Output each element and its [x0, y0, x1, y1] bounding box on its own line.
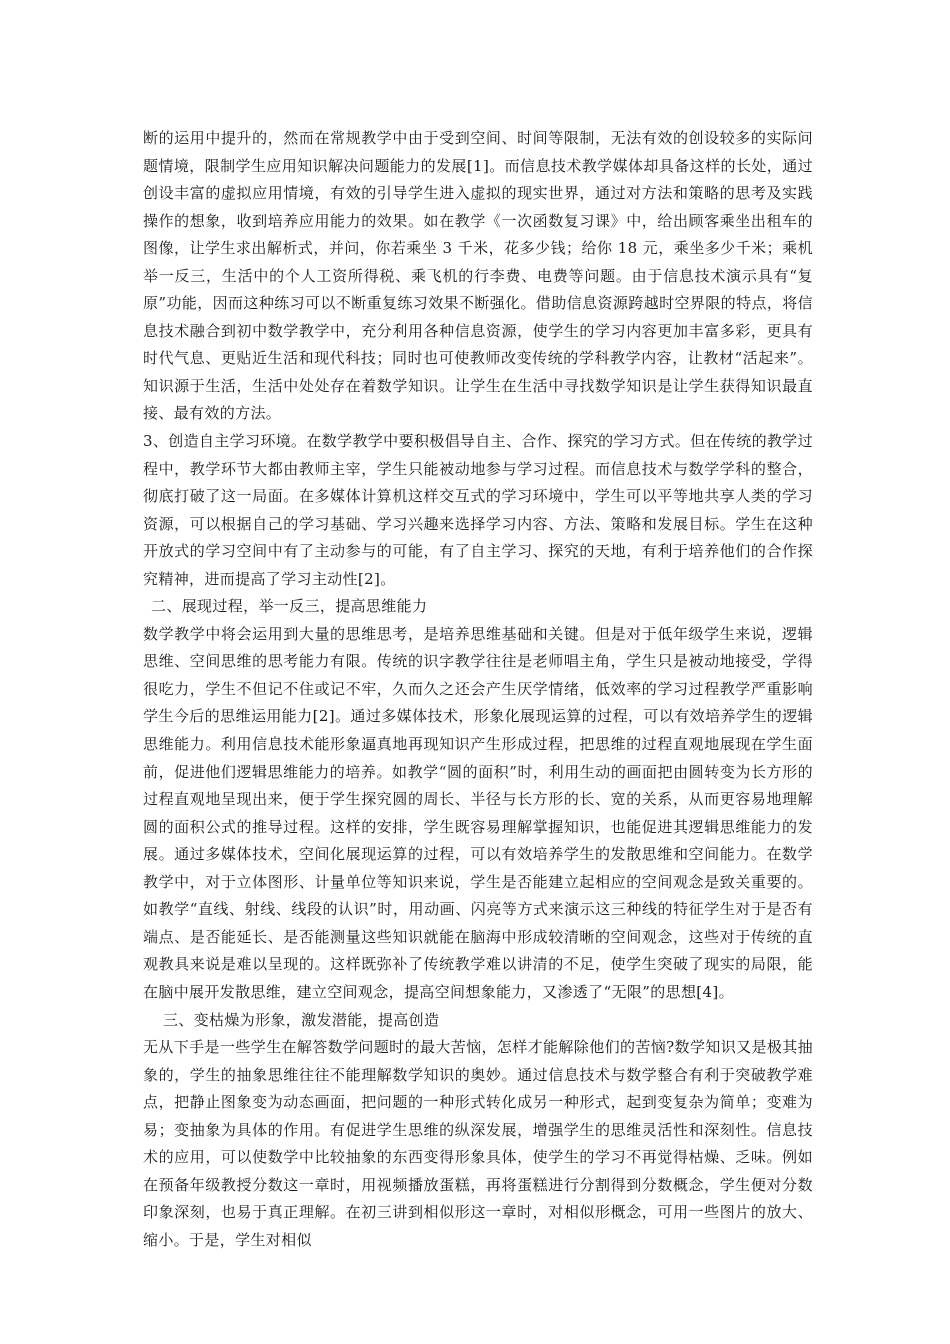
- section-heading-2: 二、展现过程，举一反三，提高思维能力: [151, 597, 428, 616]
- body-paragraph-4: 无从下手是一些学生在解答数学问题时的最大苦恼，怎样才能解除他们的苦恼?数学知识又是极其抽象的，学生的抽象思维往往不能理解数学知识的奥妙。通过信息技术与数学整合有利于突破教学难点，把静止图象变为动态画面，把问题的一种形式转化成另一种形式，起到变复杂为简单；变难为易；变抽象为具体的作用。有促进学生思维的纵深发展，增强学生的思维灵活性和深刻性。信息技术的应用，可以使数学中比较抽象的东西变得形象具体，使学生的学习不再觉得枯燥、乏味。例如在预备年级教授分数这一章时，用视频播放蛋糕，再将蛋糕进行分割得到分数概念，学生便对分数印象深刻，也易于真正理解。在初三讲到相似形这一章时，对相似形概念，可用一些图片的放大、缩小。于是，学生对相似: [143, 1038, 813, 1249]
- document-page: [143, 125, 813, 1254]
- body-paragraph-3: 数学教学中将会运用到大量的思维思考，是培养思维基础和关键。但是对于低年级学生来说，逻辑思维、空间思维的思考能力有限。传统的识字教学往往是老师唱主角，学生只是被动地接受，学得很吃力，学生不但记不住或记不牢，久而久之还会产生厌学情绪，低效率的学习过程教学严重影响学生今后的思维运用能力[2]。通过多媒体技术，形象化展现运算的过程，可以有效培养学生的逻辑思维能力。利用信息技术能形象逼真地再现知识产生形成过程，把思维的过程直观地展现在学生面前，促进他们逻辑思维能力的培养。如教学“圆的面积”时，利用生动的画面把由圆转变为长方形的过程直观地呈现出来，便于学生探究圆的周长、半径与长方形的长、宽的关系，从而更容易地理解圆的面积公式的推导过程。这样的安排，学生既容易理解掌握知识，也能促进其逻辑思维能力的发展。通过多媒体技术，空间化展现运算的过程，可以有效培养学生的发散思维和空间能力。在数学教学中，对于立体图形、计量单位等知识来说，学生是否能建立起相应的空间观念是致关重要的。如教学“直线、射线、线段的认识”时，用动画、闪亮等方式来演示这三种线的特征学生对于是否有端点、是否能延长、是否能测量这些知识就能在脑海中形成较清晰的空间观念，这些对于传统的直观教具来说是难以呈现的。这样既弥补了传统教学难以讲清的不足，使学生突破了现实的局限，能在脑中展开发散思维，建立空间观念，提高空间想象能力，又渗透了“无限”的思想[4]。: [143, 624, 813, 1001]
- body-paragraph-1: 断的运用中提升的，然而在常规教学中由于受到空间、时间等限制，无法有效的创设较多的实际问题情境，限制学生应用知识解决问题能力的发展[1]。而信息技术教学媒体却具备这样的长处，通过创设丰富的虚拟应用情境，有效的引导学生进入虚拟的现实世界，通过对方法和策略的思考及实践操作的想象，收到培养应用能力的效果。如在教学《一次函数复习课》中，给出顾客乘坐出租车的图像，让学生求出解析式，并问，你若乘坐 3 千米，花多少钱；给你 18 元，乘坐多少千米；乘机举一反三，生活中的个人工资所得税、乘飞机的行李费、电费等问题。由于信息技术演示具有“复原”功能，因而这种练习可以不断重复练习效果不断强化。借助信息资源跨越时空界限的特点，将信息技术融合到初中数学教学中，充分利用各种信息资源，使学生的学习内容更加丰富多彩，更具有时代气息、更贴近生活和现代科技；同时也可使教师改变传统的学科教学内容，让教材“活起来”。知识源于生活，生活中处处存在着数学知识。让学生在生活中寻找数学知识是让学生获得知识最直接、最有效的方法。: [143, 129, 813, 423]
- body-paragraph-2: 3、创造自主学习环境。在数学教学中要积极倡导自主、合作、探究的学习方式。但在传统的教学过程中，教学环节大都由教师主宰，学生只能被动地参与学习过程。而信息技术与数学学科的整合，彻底打破了这一局面。在多媒体计算机这样交互式的学习环境中，学生可以平等地共享人类的学习资源，可以根据自己的学习基础、学习兴趣来选择学习内容、方法、策略和发展目标。学生在这种开放式的学习空间中有了主动参与的可能，有了自主学习、探究的天地，有利于培养他们的合作探究精神，进而提高了学习主动性[2]。: [143, 432, 813, 588]
- section-heading-3: 三、变枯燥为形象，激发潜能，提高创造: [163, 1010, 440, 1029]
